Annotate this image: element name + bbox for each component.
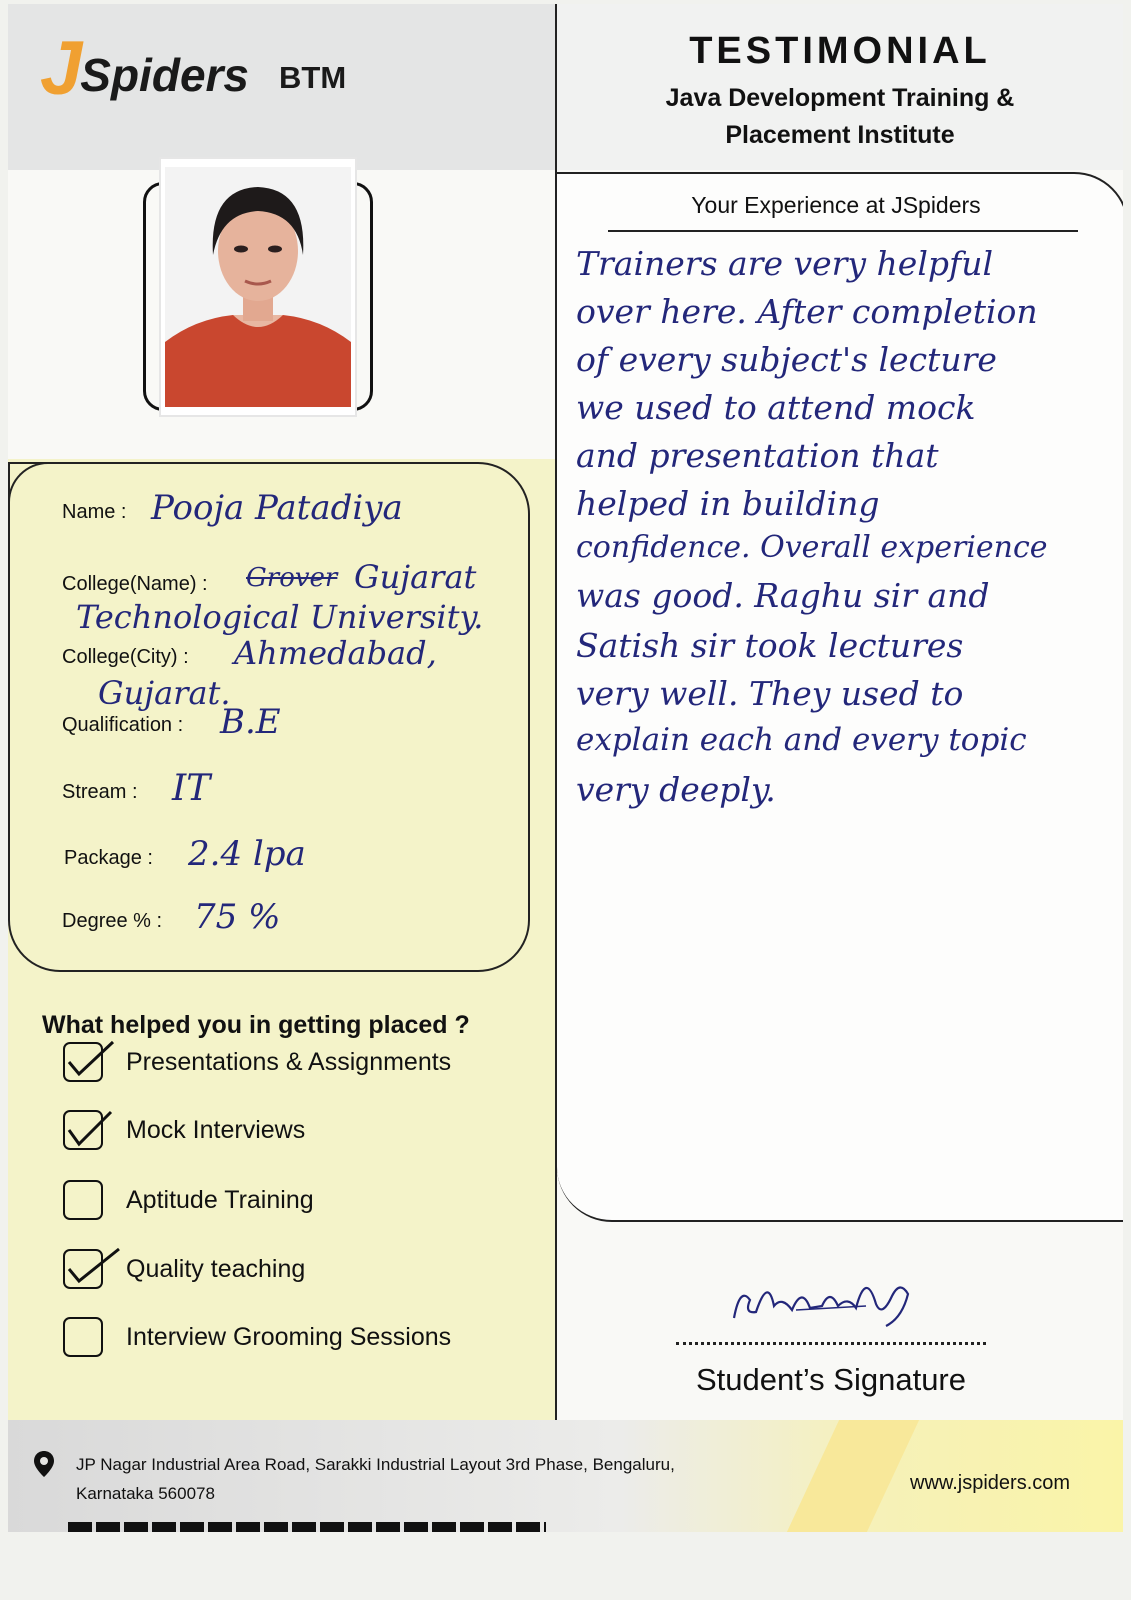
qualification-value: B.E	[220, 702, 281, 742]
footer-accent-band	[787, 1420, 919, 1532]
option-label: Mock Interviews	[126, 1115, 306, 1144]
college-name-value-2: Technological University.	[76, 598, 484, 636]
checkmark-icon	[61, 1034, 121, 1084]
experience-line: of every subject's lecture	[576, 340, 997, 379]
package-value: 2.4 lpa	[188, 834, 306, 874]
option-label: Aptitude Training	[126, 1185, 314, 1214]
testimonial-sheet	[8, 4, 1123, 1532]
logo-name: Spiders	[80, 49, 250, 101]
experience-line: over here. After completion	[576, 292, 1038, 331]
address	[76, 1450, 675, 1508]
checkbox-unchecked[interactable]	[63, 1317, 103, 1357]
option-mock-interviews[interactable]	[63, 1110, 305, 1150]
name-value: Pooja Patadiya	[151, 488, 403, 528]
qualification-label: Qualification :	[62, 714, 184, 736]
logo-j: J	[40, 26, 83, 111]
college-name-strikethrough: Grover	[246, 563, 338, 593]
experience-title: Your Experience at JSpiders	[691, 192, 981, 218]
experience-line: very well. They used to	[576, 674, 964, 713]
experience-line: and presentation that	[576, 436, 939, 475]
college-city-value-2: Gujarat.	[98, 674, 231, 712]
experience-line: very deeply.	[576, 770, 776, 809]
signature-scribble-icon	[726, 1266, 926, 1336]
website-link[interactable]: www.jspiders.com	[910, 1472, 1071, 1494]
branch-name: BTM	[279, 60, 347, 95]
stream-label: Stream :	[62, 781, 138, 803]
experience-line: we used to attend mock	[576, 388, 976, 427]
name-label: Name :	[62, 501, 127, 523]
stream-value: IT	[172, 768, 211, 809]
option-label: Interview Grooming Sessions	[126, 1322, 452, 1351]
experience-line: explain each and every topic	[576, 722, 1027, 758]
checkbox-checked[interactable]	[63, 1249, 103, 1289]
college-city-value-1: Ahmedabad,	[234, 634, 437, 672]
option-presentations[interactable]	[63, 1042, 451, 1082]
checkbox-checked[interactable]	[63, 1110, 103, 1150]
checkbox-unchecked[interactable]	[63, 1180, 103, 1220]
option-quality-teaching[interactable]	[63, 1249, 305, 1289]
placement-question: What helped you in getting placed ?	[42, 1011, 470, 1039]
checkmark-icon	[61, 1102, 121, 1152]
experience-line: Satish sir took lectures	[576, 626, 964, 665]
college-name-value-1: Gujarat	[354, 558, 477, 596]
college-name-label: College(Name) :	[62, 573, 208, 595]
degree-label: Degree % :	[62, 910, 163, 932]
option-aptitude-training[interactable]	[63, 1180, 314, 1220]
address-line-2: Karnataka 560078	[76, 1484, 215, 1503]
student-photo	[159, 157, 357, 417]
option-label: Quality teaching	[126, 1254, 306, 1283]
page-title: TESTIMONIAL	[689, 30, 991, 72]
experience-line: helped in building	[576, 484, 880, 523]
signature-line	[676, 1342, 986, 1345]
option-interview-grooming[interactable]	[63, 1317, 451, 1357]
subtitle-line-1: Java Development Training &	[665, 84, 1015, 112]
jspiders-logo	[40, 26, 347, 111]
student-portrait-icon	[165, 167, 351, 407]
checkbox-checked[interactable]	[63, 1042, 103, 1082]
subtitle-line-2: Placement Institute	[725, 121, 955, 149]
package-label: Package :	[64, 847, 153, 869]
option-label: Presentations & Assignments	[126, 1047, 452, 1076]
footer	[8, 1420, 1123, 1532]
location-pin-icon	[33, 1450, 55, 1478]
page-subtitle	[557, 80, 1123, 154]
signature-label: Student’s Signature	[695, 1362, 966, 1397]
degree-value: 75 %	[194, 897, 281, 937]
checkmark-icon	[61, 1241, 125, 1291]
experience-line: confidence. Overall experience	[576, 530, 1048, 565]
experience-line: was good. Raghu sir and	[576, 576, 990, 615]
college-city-label: College(City) :	[62, 646, 189, 668]
address-line-1: JP Nagar Industrial Area Road, Sarakki Industrial Layout 3rd Phase, Bengaluru,	[76, 1455, 675, 1474]
experience-line: Trainers are very helpful	[576, 244, 994, 283]
phone-numbers-cropped	[68, 1522, 546, 1532]
experience-title-underline	[608, 230, 1078, 232]
